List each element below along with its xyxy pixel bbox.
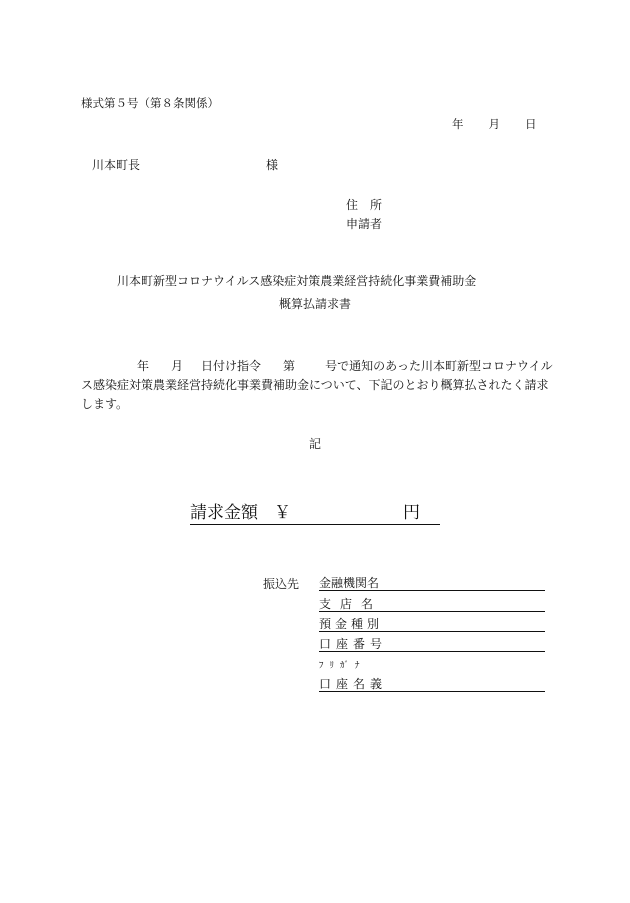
amount-unit: 円 bbox=[403, 503, 420, 523]
addressee-name: 川本町長 bbox=[92, 158, 141, 172]
request-body-text bbox=[81, 357, 554, 414]
bank-name-field: 金融機関名 bbox=[319, 576, 545, 591]
body-dai: 第 bbox=[283, 359, 296, 373]
ki-marker: 記 bbox=[308, 437, 321, 451]
date-year-label: 年 bbox=[452, 117, 464, 131]
body-go-text: 号で通知のあった川本町新型コロナウイルス感染症対策農業経営持続化事業費補助金について、下記のとおり概算払されたく請求します。 bbox=[81, 359, 553, 411]
form-number: 様式第５号（第８条関係） bbox=[81, 96, 219, 110]
amount-label: 請求金額 bbox=[190, 503, 258, 523]
date-day-label: 日 bbox=[525, 117, 537, 131]
furigana-field: ﾌﾘｶﾞﾅ bbox=[319, 661, 366, 671]
body-year: 年 bbox=[137, 359, 150, 373]
branch-name-field: 支店名 bbox=[319, 597, 545, 612]
date-month-label: 月 bbox=[488, 117, 500, 131]
address-label: 住 所 bbox=[346, 198, 383, 212]
account-holder-field: 口座名義 bbox=[319, 677, 545, 692]
addressee-honorific: 様 bbox=[266, 158, 279, 172]
date-line bbox=[452, 119, 537, 131]
yen-symbol: ￥ bbox=[274, 503, 291, 523]
body-month: 月 bbox=[171, 359, 184, 373]
applicant-label: 申請者 bbox=[346, 217, 383, 231]
document-subtitle: 概算払請求書 bbox=[278, 297, 351, 311]
body-date-directive: 日付け指令 bbox=[201, 359, 262, 373]
amount-row bbox=[190, 505, 440, 522]
account-number-field: 口座番号 bbox=[319, 637, 545, 652]
document-title: 川本町新型コロナウイルス感染症対策農業経営持続化事業費補助金 bbox=[117, 274, 477, 288]
transfer-label: 振込先 bbox=[263, 577, 300, 591]
deposit-type-field: 預金種別 bbox=[319, 617, 545, 632]
amount-underline bbox=[190, 524, 440, 525]
